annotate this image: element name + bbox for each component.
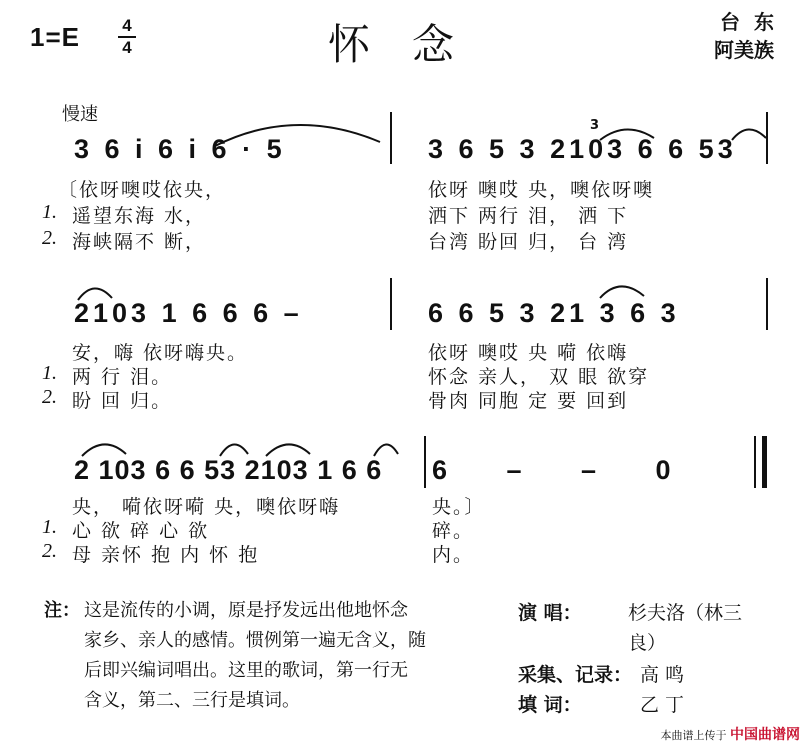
credit-lyricist-value: 乙 丁 [640, 694, 685, 716]
footer-text: 本曲谱上传于 [660, 729, 727, 742]
time-signature-bottom: 4 [122, 38, 132, 57]
notes-row3-measure2: 6 – – 0 [432, 455, 697, 485]
credit-lyricist-label: 填 词： [518, 694, 582, 716]
barline-row1-mid [390, 112, 392, 164]
lyric-row3-line2-m1: 心 欲 碎 心 欲 [72, 520, 210, 542]
credit-performer-label: 演 唱： [518, 602, 582, 624]
grace-note-row1: 3 [590, 118, 600, 133]
notes-line-1: 这是流传的小调，原是抒发远出他地怀念 [84, 600, 408, 621]
lyric-row2-line1-m2: 依呀 噢哎 央 嗬 依嗨 [428, 342, 629, 364]
lyric-row3-line3-m1: 母 亲怀 抱 内 怀 抱 [72, 544, 260, 566]
lyric-row2-line2-m2: 怀念 亲人， 双 眼 欲穿 [428, 366, 650, 388]
notes-row2-measure2: 6 6 5 3 21 3 6 3 [428, 298, 680, 328]
tempo-marking: 慢速 [62, 104, 98, 125]
verse-number-row2-2: 2. [42, 386, 57, 408]
barline-final-thin [754, 436, 756, 488]
song-origin [714, 8, 788, 64]
key-signature: 1=E [30, 22, 80, 52]
lyric-row3-line2-m2: 碎。 [432, 520, 475, 542]
credit-performer-value-cont: 良） [628, 632, 667, 654]
lyric-row3-line3-m2: 内。 [432, 544, 475, 566]
barline-row3-mid [424, 436, 426, 488]
origin-line-1: 台东 [720, 10, 788, 34]
verse-number-row1-1: 1. [42, 201, 57, 223]
notes-label: 注： [44, 600, 80, 621]
notes-row2-measure1: 2103 1 6 6 6 – [74, 298, 303, 328]
notes-row1-measure2: 3 6 5 3 2103 6 6 53 [428, 134, 737, 164]
barline-final-thick [762, 436, 767, 488]
notes-row1-measure1: 3 6 i 6 i 6 · 5 [74, 134, 286, 164]
notes-line-3: 后即兴编词唱出。这里的歌词，第一行无 [84, 660, 408, 681]
lyric-row1-line1-m2: 依呀 噢哎 央，噢依呀噢 [428, 179, 655, 201]
notes-row3-measure1: 2 103 6 6 53 2103 1 6 6 [74, 455, 383, 485]
time-signature-top: 4 [122, 16, 132, 35]
lyric-row1-line3-m1: 海峡隔不 断， [72, 231, 207, 253]
lyric-row2-line3-m1: 盼 回 归。 [72, 390, 173, 412]
credit-performer-value: 杉夫洛（林三 [628, 602, 743, 624]
lyric-row1-line1-m1: 〔依呀噢哎依央， [58, 179, 227, 201]
barline-row2-end [766, 278, 768, 330]
barline-row2-mid [390, 278, 392, 330]
time-signature [118, 18, 136, 56]
lyric-row1-line3-m2: 台湾 盼回 归， 台 湾 [428, 231, 629, 253]
footer-watermark [661, 724, 801, 744]
verse-number-row1-2: 2. [42, 227, 57, 249]
verse-number-row2-1: 1. [42, 362, 57, 384]
notes-line-2: 家乡、亲人的感情。惯例第一遍无含义，随 [84, 630, 426, 651]
credit-collector-value: 高 鸣 [640, 664, 685, 686]
lyric-row3-line1-m1: 央， 嗬依呀嗬 央，噢依呀嗨 [72, 496, 341, 518]
barline-row1-end [766, 112, 768, 164]
credit-collector-label: 采集、记录： [518, 664, 633, 686]
origin-line-2: 阿美族 [714, 38, 774, 62]
notes-line-4: 含义，第二、三行是填词。 [84, 690, 300, 711]
lyric-row2-line1-m1: 安，嗨 依呀嗨央。 [72, 342, 249, 364]
verse-number-row3-1: 1. [42, 516, 57, 538]
footer-brand: 中国曲谱网 [730, 727, 800, 743]
verse-number-row3-2: 2. [42, 540, 57, 562]
lyric-row2-line2-m1: 两 行 泪。 [72, 366, 173, 388]
song-title: 怀念 [328, 20, 497, 69]
lyric-row2-line3-m2: 骨肉 同胞 定 要 回到 [428, 390, 629, 412]
lyric-row1-line2-m1: 遥望东海 水， [72, 205, 207, 227]
lyric-row1-line2-m2: 洒下 两行 泪， 洒 下 [428, 205, 629, 227]
lyric-row3-line1-m2: 央。〕 [432, 496, 486, 518]
